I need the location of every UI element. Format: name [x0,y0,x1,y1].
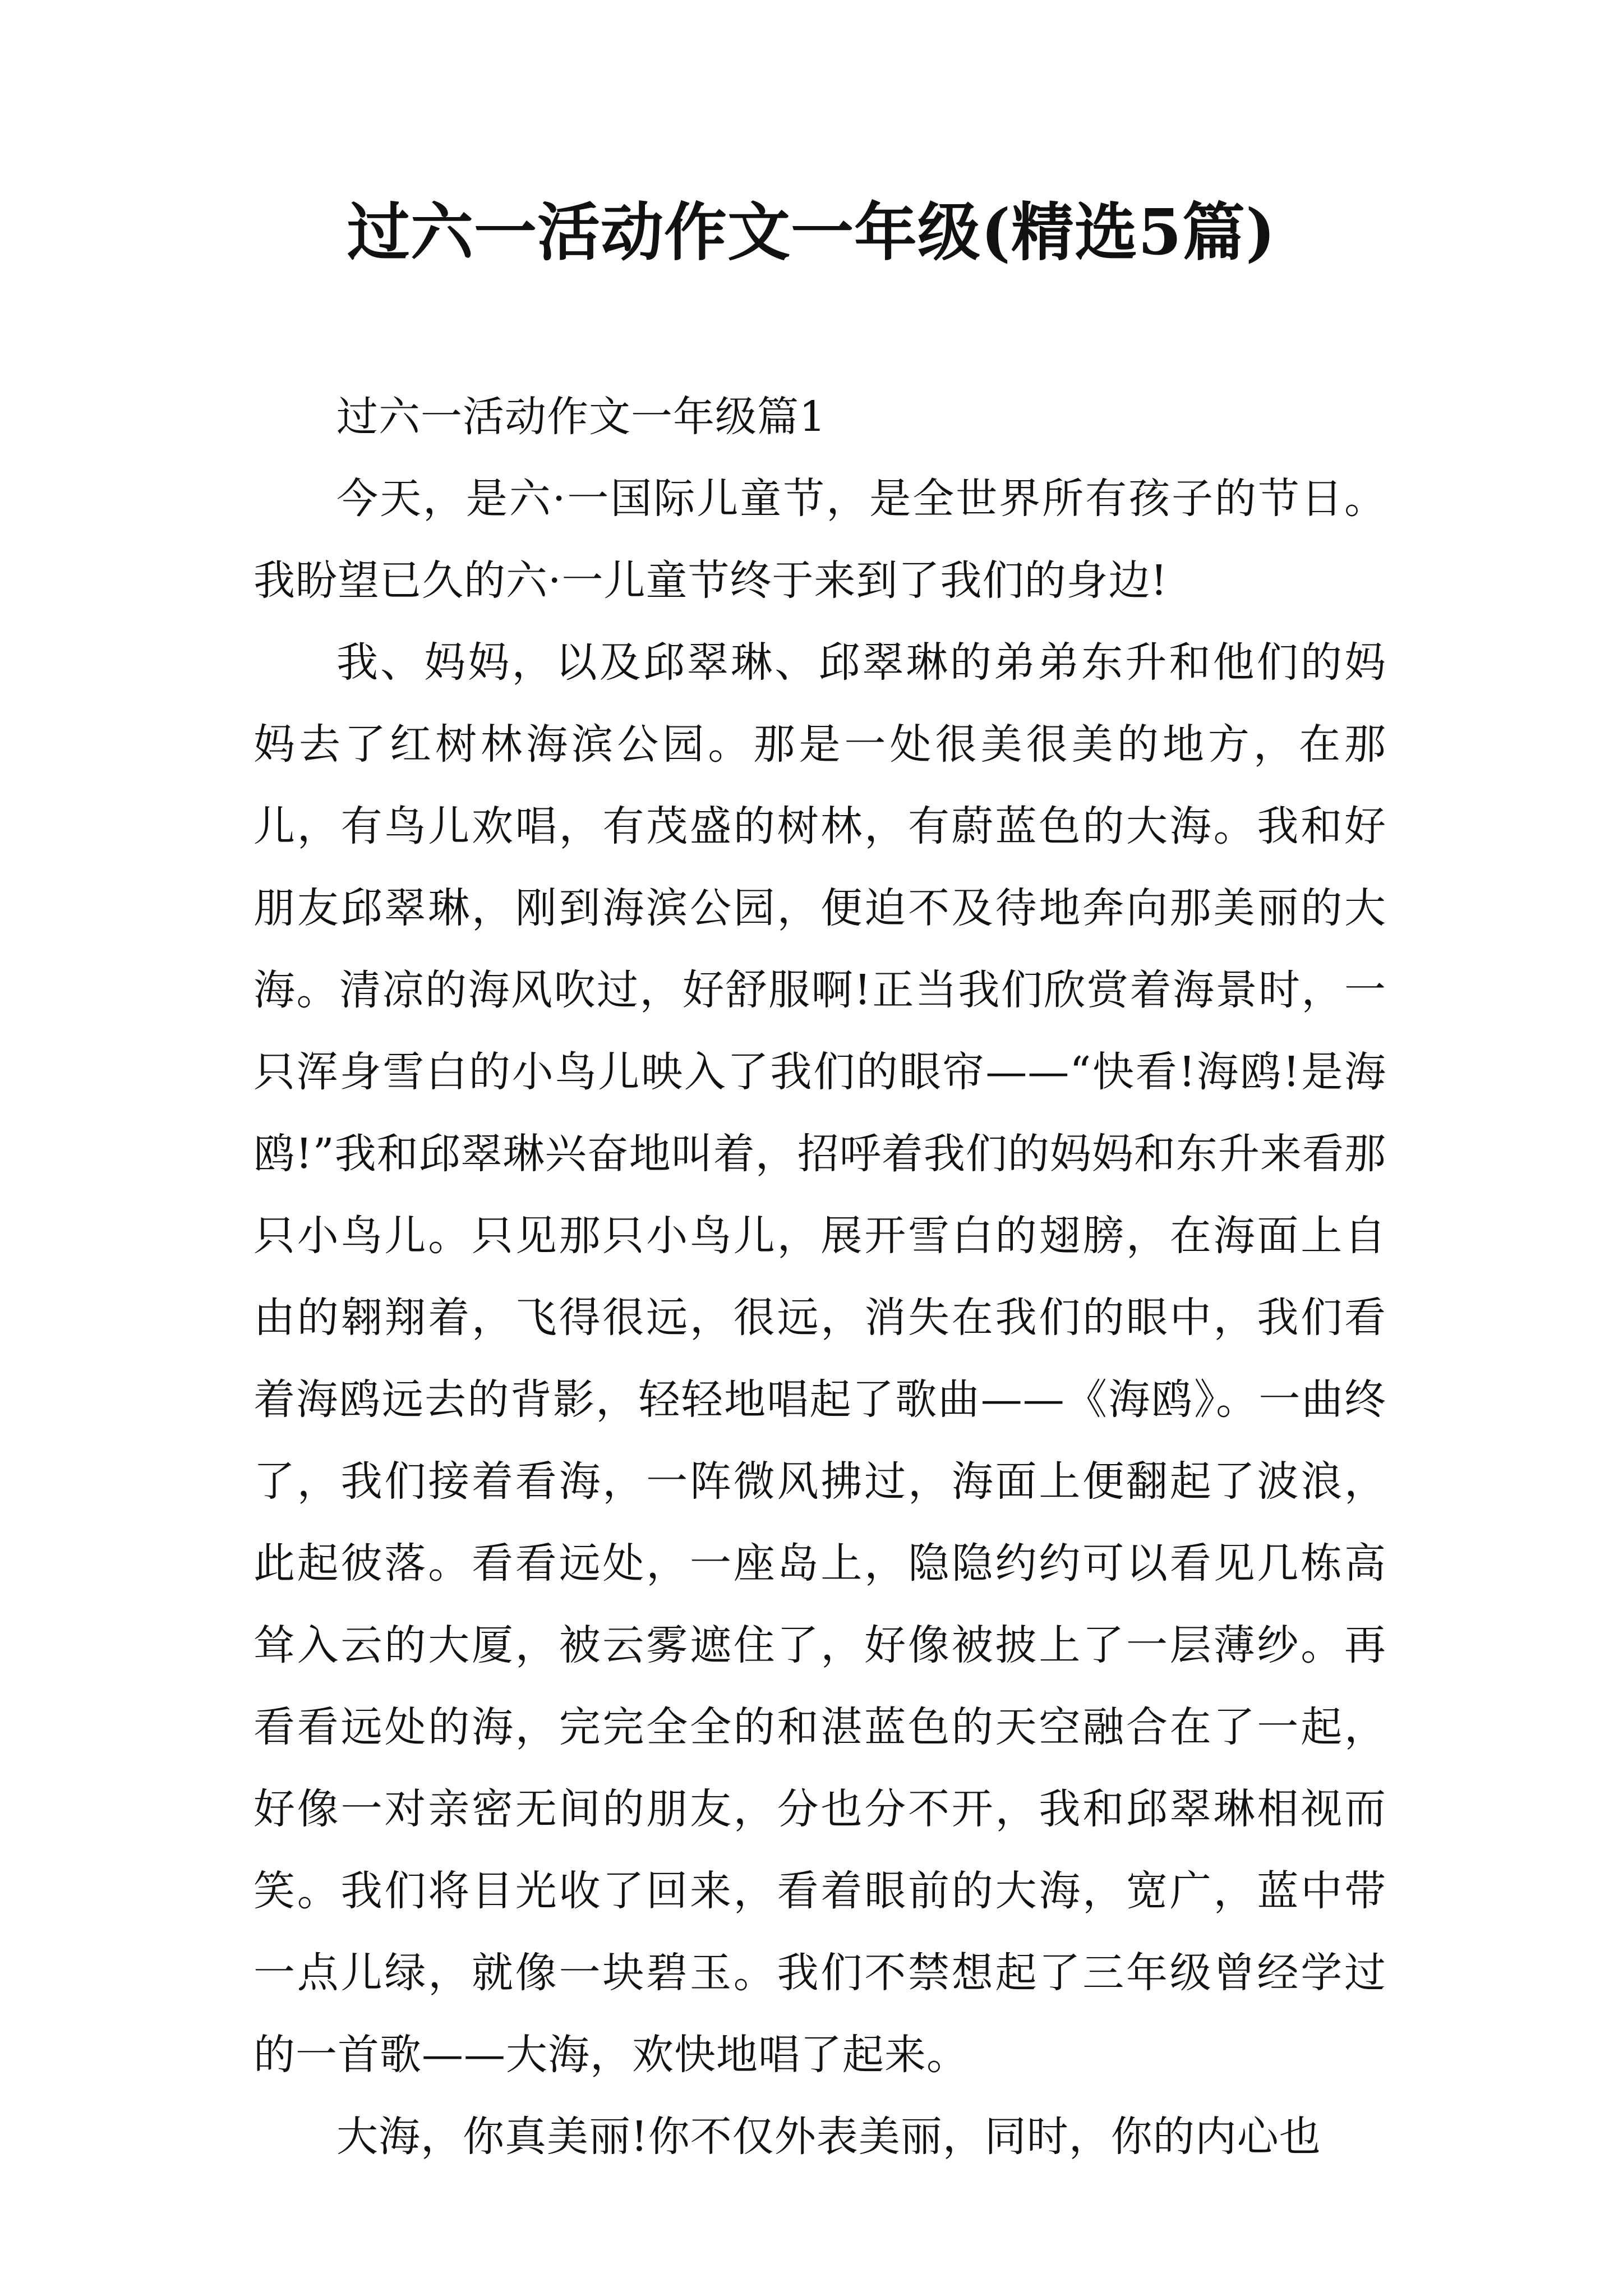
document-title: 过六一活动作文一年级(精选5篇) [347,196,1276,269]
paragraph-2: 我、妈妈，以及邱翠琳、邱翠琳的弟弟东升和他们的妈妈去了红树林海滨公园。那是一处很美很美的地方，在那儿，有鸟儿欢唱，有茂盛的树林，有蔚蓝色的大海。我和好朋友邱翠琳，刚到海滨公园，便迫不及待地奔向那美丽的大海。清凉的海风吹过，好舒服啊!正当我们欣赏着海景时，一只浑身雪白的小鸟儿映入了我们的眼帘——“快看!海鸥!是海鸥!”我和邱翠琳兴奋地叫着，招呼着我们的妈妈和东升来看那只小鸟儿。只见那只小鸟儿，展开雪白的翅膀，在海面上自由的翱翔着，飞得很远，很远，消失在我们的眼中，我们看着海鸥远去的背影，轻轻地唱起了歌曲——《海鸥》。一曲终了，我们接着看海，一阵微风拂过，海面上便翻起了波浪，此起彼落。看看远处，一座岛上，隐隐约约可以看见几栋高耸入云的大厦，被云雾遮住了，好像被披上了一层薄纱。再看看远处的海，完完全全的和湛蓝色的天空融合在了一起，好像一对亲密无间的朋友，分也分不开，我和邱翠琳相视而笑。我们将目光收了回来，看着眼前的大海，宽广，蓝中带一点儿绿，就像一块碧玉。我们不禁想起了三年级曾经学过的一首歌——大海，欢快地唱了起来。 [253,638,1386,2079]
section-heading: 过六一活动作文一年级篇1 [336,393,827,441]
paragraph-1: 今天，是六·一国际儿童节，是全世界所有孩子的节日。我盼望已久的六·一儿童节终于来到了我们的身边! [253,475,1386,605]
paragraph-3: 大海，你真美丽!你不仅外表美丽，同时，你的内心也 [336,2113,1321,2161]
document-body [253,376,1386,2178]
